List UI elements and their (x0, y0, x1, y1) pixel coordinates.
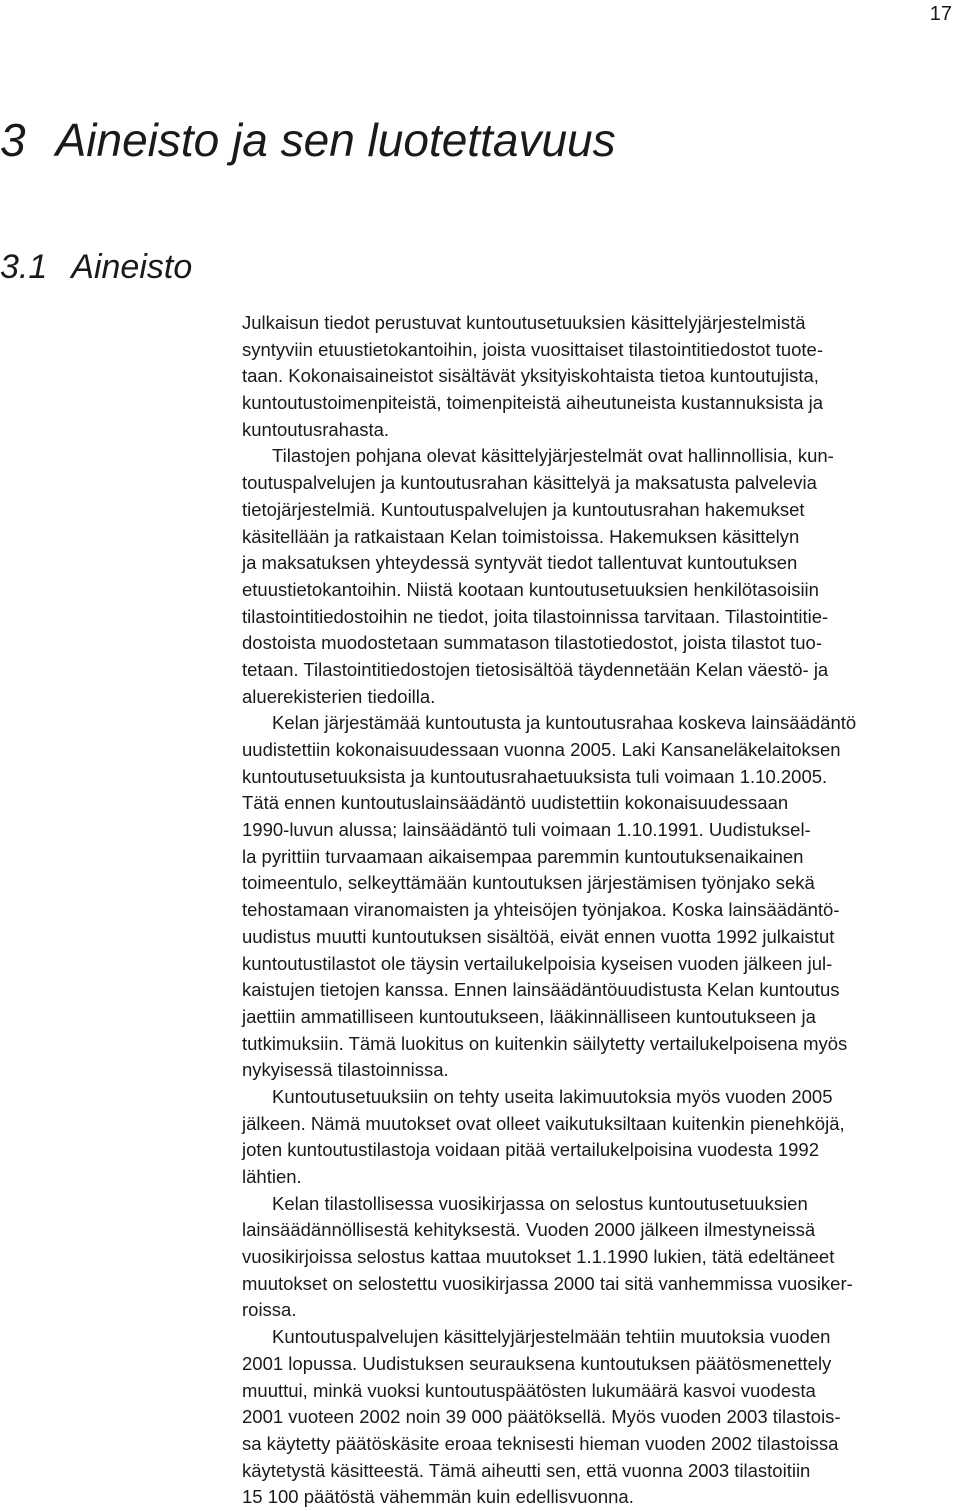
body-line: 1990-luvun alussa; lainsäädäntö tuli voimaan 1.10.1991. Uudistuksel- (242, 819, 811, 841)
body-line: etuustietokantoihin. Niistä kootaan kuntoutusetuuksien henkilötasoisiin (242, 578, 819, 600)
body-line: muuttui, minkä vuoksi kuntoutuspäätösten lukumäärä kasvoi vuodesta (242, 1379, 816, 1401)
body-line: kuntoutusetuuksista ja kuntoutusrahaetuuksista tuli voimaan 1.10.2005. (242, 765, 828, 787)
body-line: lähtien. (242, 1166, 302, 1187)
body-line: taan. Kokonaisaineistot sisältävät yksityiskohtaista tietoa kuntoutujista, (242, 365, 819, 387)
chapter-heading (0, 110, 616, 170)
body-line: kuntoutustoimenpiteistä, toimenpiteistä aiheutuneista kustannuksista ja (242, 392, 824, 414)
body-line: vuosikirjoissa selostus kattaa muutokset 1.1.1990 lukien, tätä edeltäneet (242, 1246, 835, 1268)
body-line: toimeentulo, selkeyttämään kuntoutuksen järjestämisen työnjako sekä (242, 872, 815, 894)
body-line: Kuntoutuspalvelujen käsittelyjärjestelmään tehtiin muutoksia vuoden (272, 1326, 831, 1348)
chapter-number: 3 (0, 114, 26, 166)
body-line: tietojärjestelmiä. Kuntoutuspalvelujen ja kuntoutusrahan hakemukset (242, 498, 805, 520)
section-number: 3.1 (0, 248, 48, 286)
body-line: jaettiin ammatilliseen kuntoutukseen, lääkinnälliseen kuntoutukseen ja (242, 1005, 816, 1027)
body-line: Tilastojen pohjana olevat käsittelyjärjestelmät ovat hallinnollisia, kun- (272, 445, 834, 467)
body-line: uudistus muutti kuntoutuksen sisältöä, eivät ennen vuotta 1992 julkaistut (242, 925, 835, 947)
body-line: 2001 vuoteen 2002 noin 39 000 päätöksellä. Myös vuoden 2003 tilastois- (242, 1406, 841, 1428)
body-line: käsitellään ja ratkaistaan Kelan toimistoissa. Hakemuksen käsittelyn (242, 525, 800, 547)
body-line: muutokset on selostettu vuosikirjassa 2000 tai sitä vanhemmissa vuosiker- (242, 1272, 853, 1294)
body-line: nykyisessä tilastoinnissa. (242, 1059, 449, 1081)
chapter-title: Aineisto ja sen luotettavuus (55, 114, 616, 166)
body-line: aluerekisterien tiedoilla. (242, 685, 436, 707)
body-line: lainsäädännöllisestä kehityksestä. Vuoden 2000 jälkeen ilmestyneissä (242, 1219, 816, 1241)
body-line: Julkaisun tiedot perustuvat kuntoutusetuuksien käsittelyjärjestelmistä (242, 312, 806, 333)
body-line: kaistujen tietojen kanssa. Ennen lainsäädäntöuudistusta Kelan kuntoutus (242, 979, 840, 1001)
body-line: 2001 lopussa. Uudistuksen seurauksena kuntoutuksen päätösmenettely (242, 1352, 832, 1374)
body-line: syntyviin etuustietokantoihin, joista vuosittaiset tilastointitiedostot tuote- (242, 338, 824, 360)
body-line: tutkimuksiin. Tämä luokitus on kuitenkin säilytetty vertailukelpoisena myös (242, 1032, 848, 1054)
body-line: tetaan. Tilastointitiedostojen tietosisältöä täydennetään Kelan väestö- ja (242, 658, 829, 680)
body-line: Tätä ennen kuntoutuslainsäädäntö uudistettiin kokonaisuudessaan (242, 792, 789, 814)
body-line: kuntoutusrahasta. (242, 418, 390, 440)
body-line: Kuntoutusetuuksiin on tehty useita lakimuutoksia myös vuoden 2005 (272, 1085, 833, 1107)
body-line: toutuspalvelujen ja kuntoutusrahan käsittelyä ja maksatusta palvelevia (242, 472, 817, 494)
section-heading (0, 245, 192, 289)
body-line: ja maksatuksen yhteydessä syntyvät tiedot tallentuvat kuntoutuksen (242, 552, 798, 574)
body-line: dostoista muodostetaan summatason tilastotiedostot, joista tilastot tuo- (242, 632, 822, 654)
body-line: tehostamaan viranomaisten ja yhteisöjen työnjakoa. Koska lainsäädäntö- (242, 899, 840, 921)
body-line: jälkeen. Nämä muutokset ovat olleet vaikutuksiltaan kuitenkin pienehköjä, (242, 1112, 845, 1134)
body-line: kuntoutustilastot ole täysin vertailukelpoisia kyseisen vuoden jälkeen jul- (242, 952, 833, 974)
body-line: Kelan järjestämää kuntoutusta ja kuntoutusrahaa koskeva lainsäädäntö (272, 712, 857, 734)
body-line: käytetystä käsitteestä. Tämä aiheutti sen, että vuonna 2003 tilastoitiin (242, 1459, 811, 1481)
body-line: sa käytetty päätöskäsite eroaa teknisesti hieman vuoden 2002 tilastoissa (242, 1432, 839, 1454)
body-text (242, 310, 960, 1511)
body-line: roissa. (242, 1299, 297, 1321)
section-title: Aineisto (71, 248, 193, 286)
body-line: 15 100 päätöstä vähemmän kuin edellisvuonna. (242, 1486, 634, 1508)
body-line: uudistettiin kokonaisuudessaan vuonna 2005. Laki Kansaneläkelaitoksen (242, 739, 841, 760)
body-line: Kelan tilastollisessa vuosikirjassa on selostus kuntoutusetuuksien (272, 1192, 808, 1214)
body-line: tilastointitiedostoihin ne tiedot, joita tilastoinnissa tarvitaan. Tilastointitie- (242, 605, 829, 627)
page-number: 17 (929, 3, 952, 25)
body-line: joten kuntoutustilastoja voidaan pitää vertailukelpoisina vuodesta 1992 (242, 1139, 819, 1161)
body-line: la pyrittiin turvaamaan aikaisempaa paremmin kuntoutuksenaikainen (242, 845, 804, 867)
